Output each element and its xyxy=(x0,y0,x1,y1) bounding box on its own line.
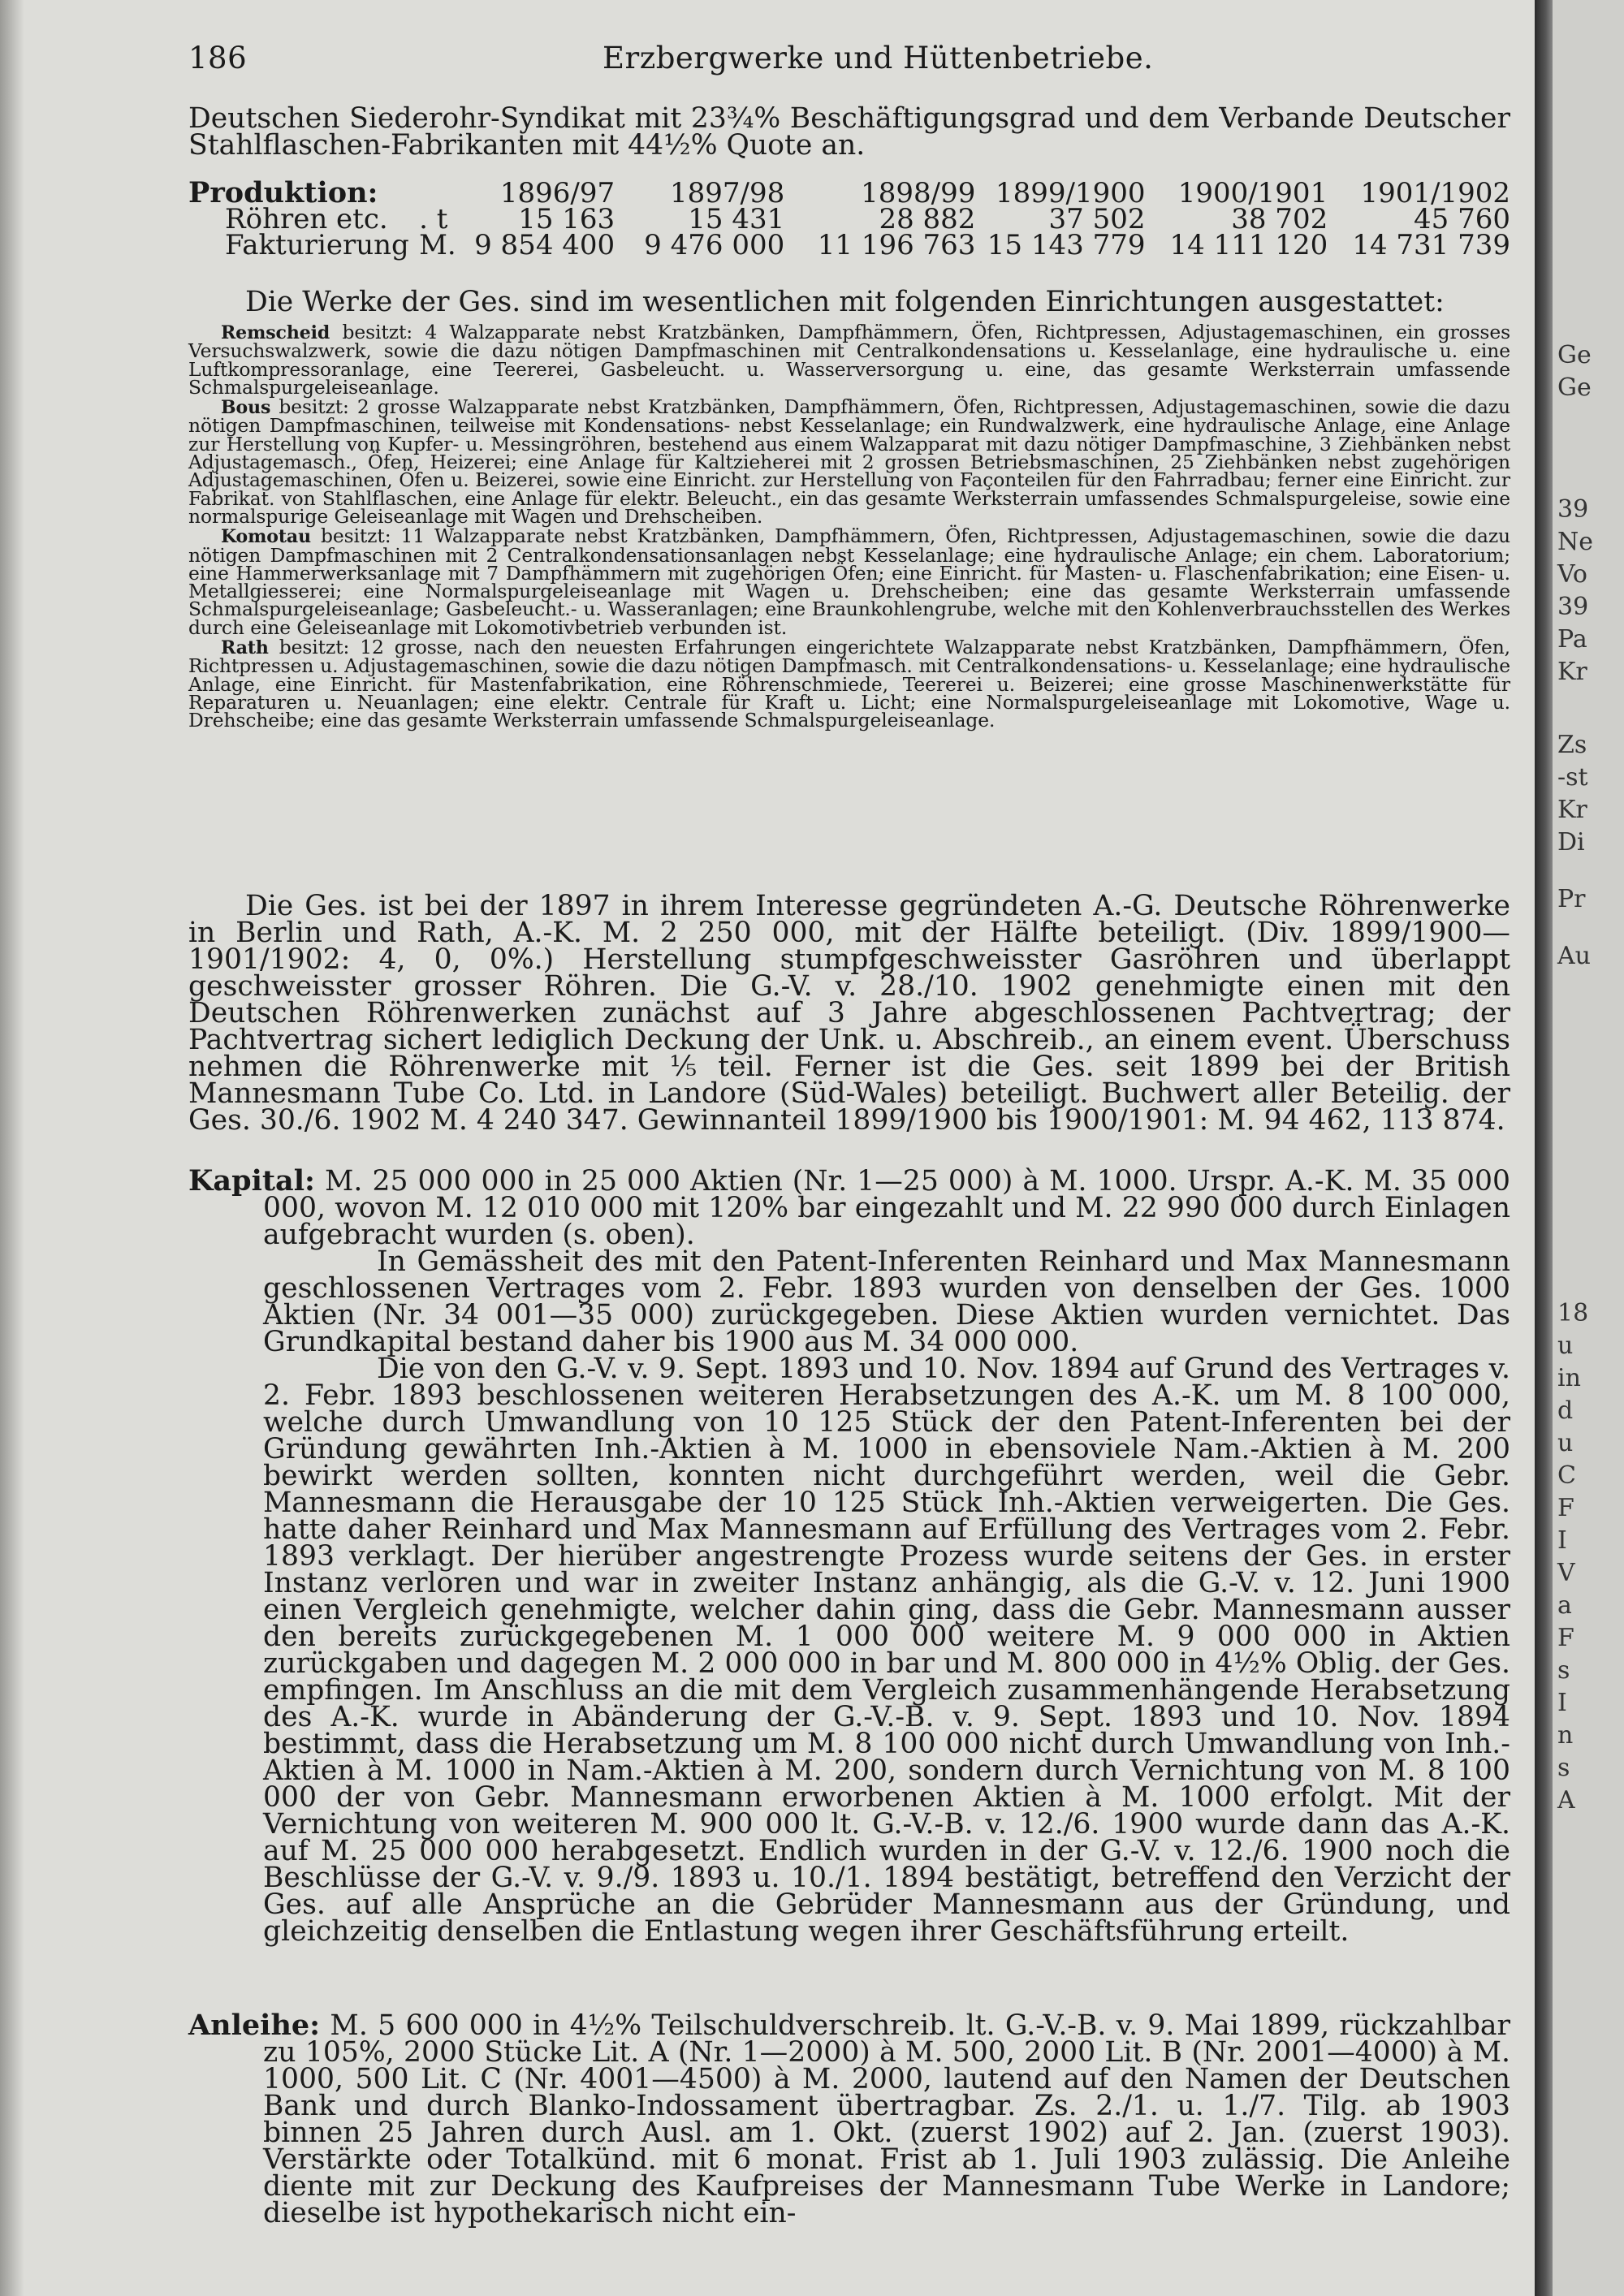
year-cell: 1901/1902 xyxy=(1360,177,1510,209)
capital-label: Kapital: xyxy=(188,1164,315,1198)
value-cell: 28 882 xyxy=(879,203,976,235)
works-list xyxy=(188,323,1510,730)
production-label: Produktion: xyxy=(188,176,378,209)
loan-block xyxy=(188,2009,1510,2229)
facing-page-fragment: F xyxy=(1557,1494,1574,1522)
loan-label: Anleihe: xyxy=(188,2009,321,2042)
value-cell: 37 502 xyxy=(1048,203,1146,235)
capital-paragraph xyxy=(188,1164,1510,1251)
row-label: Röhren etc. xyxy=(225,203,388,235)
facing-page-fragment: s xyxy=(1557,1656,1570,1685)
loan-paragraph xyxy=(188,2009,1510,2229)
facing-page-fragment: Ge xyxy=(1557,341,1592,369)
facing-page-fragment: Kr xyxy=(1557,658,1587,686)
facing-page-fragment: n xyxy=(1557,1721,1574,1750)
facing-page-fragment: I xyxy=(1557,1689,1567,1717)
facing-page-fragment: -st xyxy=(1557,763,1588,792)
works-entry-bous xyxy=(188,395,1510,528)
intro-paragraph: Deutschen Siederohr-Syndikat mit 23¾% Beschäftigungsgrad und dem Verbande Deutscher Stahlflaschen-Fabrikanten mit 44½% Quote an. xyxy=(188,102,1510,162)
value-cell: 45 760 xyxy=(1414,203,1510,235)
facing-page-fragment: u xyxy=(1557,1429,1574,1457)
value-cell: 14 731 739 xyxy=(1352,229,1510,261)
works-name: Komotau xyxy=(221,526,311,548)
works-name: Rath xyxy=(221,637,269,659)
book-spine xyxy=(1535,0,1553,2296)
participation-paragraph: Die Ges. ist bei der 1897 in ihrem Interesse gegründeten A.-G. Deutsche Röhrenwerke in Berlin und Rath, A.-K. M. 2 250 000, mit der Hälfte beteiligt. (Div. 1899/1900—1901/1902: 4, 0, 0%.) Herstellung stumpfgeschweisster Gasröhren und überlappt geschweisster grosser Röhren. Die G.-V. v. 28./10. 1902 genehmigte einen mit den Deutschen Röhrenwerken zunächst auf 3 Jahre abgeschlossenen Pachtvertrag; der Pachtvertrag sichert lediglich Deckung der Unk. u. Abschreib., an einem event. Überschuss nehmen die Röhrenwerke mit ⅕ teil. Ferner ist die Ges. seit 1899 bei der British Mannesmann Tube Co. Ltd. in Landore (Süd-Wales) beteiligt. Buchwert aller Beteilig. der Ges. 30./6. 1902 M. 4 240 347. Gewinnanteil 1899/1900 bis 1900/1901: M. 94 462, 113 874. xyxy=(188,890,1510,1137)
works-entry-remscheid xyxy=(188,321,1510,399)
value-cell: 38 702 xyxy=(1231,203,1328,235)
facing-page-fragment: 18 xyxy=(1557,1299,1589,1327)
capital-block xyxy=(188,1164,1510,1948)
participation-block xyxy=(188,890,1510,1137)
works-text: besitzt: 11 Walzapparate nebst Kratzbänken, Dampfhämmern, Öfen, Richtpressen, Adjustagemaschinen, sowie die dazu nötigen Dampfmaschinen mit 2 Centralkondensationsanlagen nebst Kesselanlage; eine hydraulische Anlage; ein chem. Laboratorium; eine Hammerwerksanlage mit 7 Dampfhämmern mit zugehörigen Öfen; eine Einricht. für Masten- u. Flaschenfabrikation; eine Eisen- u. Metallgiesserei; eine Normalspurgeleiseanlage mit Wagen u. Drehscheiben; eine das gesamte Werksterrain umfassende Schmalspurgeleiseanlage; Gasbeleucht.- u. Wasseranlagen; eine Braunkohlengrube, welche mit den Kohlenverbrauchsstellen des Werkes durch eine Geleiseanlage mit Lokomotivbetrieb verbunden ist. xyxy=(188,524,1511,639)
facing-page-fragment: F xyxy=(1557,1624,1574,1652)
facing-page xyxy=(1553,0,1624,2296)
value-cell: 11 196 763 xyxy=(817,229,976,261)
year-cell: 1898/99 xyxy=(861,177,976,209)
capital-paragraph-2: In Gemässheit des mit den Patent-Inferenten Reinhard und Max Mannesmann geschlossenen Vertrages vom 2. Febr. 1893 wurden von denselben der Ges. 1000 Aktien (Nr. 34 001—35 000) zurückgegeben. Diese Aktien wurden vernichtet. Das Grundkapital bestand daher bis 1900 aus M. 34 000 000. xyxy=(263,1245,1510,1358)
facing-page-fragment: s xyxy=(1557,1754,1570,1782)
works-intro: Die Werke der Ges. sind im wesentlichen mit folgenden Einrichtungen ausgestattet: xyxy=(245,286,1445,318)
facing-page-fragment: Ge xyxy=(1557,373,1592,402)
running-header xyxy=(188,41,1510,81)
loan-text: M. 5 600 000 in 4½% Teilschuldverschreib. lt. G.-V.-B. v. 9. Mai 1899, rückzahlbar zu 105%, 2000 Stücke Lit. A (Nr. 1—2000) à M. 500, 2000 Lit. B (Nr. 2001—4000) à M. 1000, 500 Lit. C (Nr. 4001—4500) à M. 2000, lautend auf den Namen der Deutschen Bank und durch Blanko-Indossament übertragbar. Zs. 2./1. u. 1./7. Tilg. ab 1903 binnen 25 Jahren durch Ausl. am 1. Okt. (zuerst 1902) auf 2. Jan. (zuerst 1903). Verstärkte oder Totalkünd. mit 6 monat. Frist ab 1. Juli 1903 zulässig. Die Anleihe diente mit zur Deckung des Kaufpreises der Mannesmann Tube Werke in Landore; dieselbe ist hypothekarisch nicht ein- xyxy=(263,2009,1510,2229)
value-cell: 15 431 xyxy=(688,203,785,235)
works-text: besitzt: 4 Walzapparate nebst Kratzbänken, Dampfhämmern, Öfen, Richtpressen, Adjustagemaschinen, ein grosses Versuchswalzwerk, sowie die dazu nötigen Dampfmaschinen mit Centralkondensations u. Kesselanlage, eine hydraulische u. eine Luftkompressoranlage, eine Teererei, Gasbeleucht. u. Wasserversorgung u. eine, das gesamte Werksterrain umfassende Schmalspurgeleiseanlage. xyxy=(188,321,1510,399)
table-row xyxy=(188,232,1510,258)
works-text: besitzt: 2 grosse Walzapparate nebst Kratzbänken, Dampfhämmern, Öfen, Richtpressen, Adjustagemaschinen, sowie die dazu nötigen Dampfmaschinen, teilweise mit Kondensations- nebst Kesselanlage; ein Rundwalzwerk, eine hydraulische Anlage, eine Anlage zur Herstellung von Kupfer- u. Messingröhren, bestehend aus einem Walzapparat mit dazu nötiger Dampfmaschine, 3 Ziehbänken nebst Adjustagemasch., Öfen, Heizerei; eine Anlage für Kaltzieherei mit 2 grossen Betriebsmaschinen, 25 Ziehbänken nebst zugehörigen Adjustagemaschinen, Öfen u. Beizerei, sowie eine Einricht. zur Herstellung von Façonteilen für den Fahrradbau; ferner eine Einricht. zur Fabrikat. von Stahlflaschen, eine Anlage für elektr. Beleucht., ein das gesamte Werksterrain umfassendes Schmalspurgeleise, sowie eine normalspurige Geleiseanlage mit Wagen und Drehscheiben. xyxy=(188,395,1510,528)
value-cell: 15 143 779 xyxy=(987,229,1146,261)
works-intro-block xyxy=(188,286,1510,318)
value-cell: 9 476 000 xyxy=(644,229,785,261)
page-number: 186 xyxy=(188,41,248,76)
works-name: Remscheid xyxy=(221,322,330,343)
row-label: Fakturierung xyxy=(225,229,409,261)
capital-text: M. 25 000 000 in 25 000 Aktien (Nr. 1—25 000) à M. 1000. Urspr. A.-K. M. 35 000 000, wovon M. 12 010 000 mit 120% bar eingezahlt und M. 22 990 000 durch Einlagen aufgebracht wurden (s. oben). xyxy=(263,1165,1510,1251)
production-table-block xyxy=(188,176,1510,261)
facing-page-fragment: Pa xyxy=(1557,625,1587,654)
year-cell: 1899/1900 xyxy=(995,177,1146,209)
facing-page-fragment: a xyxy=(1557,1591,1572,1620)
running-title: Erzbergwerke und Hüttenbetriebe. xyxy=(603,41,1154,76)
value-cell: 14 111 120 xyxy=(1169,229,1328,261)
year-cell: 1900/1901 xyxy=(1177,177,1328,209)
works-entry-komotau xyxy=(188,524,1511,639)
works-text: besitzt: 12 grosse, nach den neuesten Erfahrungen eingerichtete Walzapparate nebst Kratzbänken, Dampfhämmern, Öfen, Richtpressen u. Adjustagemaschinen, sowie die dazu nötigen Dampfmasch. mit Centralkondensations- u. Kesselanlage; eine hydraulische Anlage, eine Einricht. für Mastenfabrikation, eine Röhrenschmiede, Teererei u. Beizerei; eine grosse Maschinenwerkstätte für Reparaturen u. Neuanlagen; eine elektr. Centrale für Kraft u. Licht; eine Normalspurgeleiseanlage mit Lokomotive, Wage u. Drehscheibe; eine das gesamte Werksterrain umfassende Schmalspurgeleiseanlage. xyxy=(188,636,1510,732)
facing-page-fragment: V xyxy=(1557,1559,1575,1587)
facing-page-fragment: in xyxy=(1557,1364,1581,1392)
facing-page-fragment: A xyxy=(1557,1786,1575,1815)
intro-block xyxy=(188,102,1510,162)
facing-page-fragment: Di xyxy=(1557,828,1585,857)
value-cell: 9 854 400 xyxy=(474,229,615,261)
production-table xyxy=(188,176,1510,261)
facing-page-fragment: u xyxy=(1557,1331,1574,1360)
facing-page-fragment: Kr xyxy=(1557,796,1587,824)
row-unit: . t xyxy=(419,203,448,235)
works-name: Bous xyxy=(221,397,271,419)
facing-page-fragment: Au xyxy=(1557,942,1591,970)
facing-page-fragment: 39 xyxy=(1557,495,1589,524)
row-unit: M. xyxy=(419,229,456,261)
facing-page-fragment: I xyxy=(1557,1526,1567,1555)
value-cell: 15 163 xyxy=(518,203,615,235)
works-entry-rath xyxy=(188,636,1510,732)
page-left-edge xyxy=(0,0,24,2296)
facing-page-fragment: 39 xyxy=(1557,593,1589,621)
facing-page-fragment: Vo xyxy=(1557,560,1587,589)
year-cell: 1897/98 xyxy=(669,177,785,209)
facing-page-fragment: Zs xyxy=(1557,731,1587,759)
facing-page-fragment: Pr xyxy=(1557,885,1586,913)
facing-page-fragment: C xyxy=(1557,1461,1576,1490)
facing-page-fragment: Ne xyxy=(1557,528,1594,556)
year-cell: 1896/97 xyxy=(499,177,615,209)
facing-page-fragment: d xyxy=(1557,1396,1574,1425)
capital-paragraph-3: Die von den G.-V. v. 9. Sept. 1893 und 10. Nov. 1894 auf Grund des Vertrages v. 2. Febr. 1893 beschlossenen weiteren Herabsetzungen des A.-K. um M. 8 100 000, welche durch Umwandlung von 10 125 Stück der den Patent-Inferenten bei der Gründung gewährten Inh.-Aktien à M. 1000 in ebensoviele Nam.-Aktien à M. 200 bewirkt werden sollten, konnten nicht durchgeführt werden, weil die Gebr. Mannesmann die Herausgabe der 10 125 Stück Inh.-Aktien verweigerten. Die Ges. hatte daher Reinhard und Max Mannesmann auf Erfüllung des Vertrages vom 2. Febr. 1893 verklagt. Der hierüber angestrengte Prozess wurde seitens der Ges. in erster Instanz verloren und war in zweiter Instanz anhängig, als die G.-V. v. 12. Juni 1900 einen Vergleich genehmigte, welcher dahin ging, dass die Gebr. Mannesmann ausser den bereits zurückgegebenen M. 1 000 000 weitere M. 9 000 000 in Aktien zurückgaben und dagegen M. 2 000 000 in bar und M. 800 000 in 4½% Oblig. der Ges. empfingen. Im Anschluss an die mit dem Vergleich zusammenhängende Herabsetzung des A.-K. wurde in Abänderung der G.-V.-B. v. 9. Sept. 1893 und 10. Nov. 1894 bestimmt, dass die Herabsetzung um M. 8 100 000 nicht durch Umwandlung von Inh.-Aktien à M. 1000 in Nam.-Aktien à M. 200, sondern durch Vernichtung von M. 8 100 000 der von Gebr. Mannesmann erworbenen Aktien à M. 1000 erfolgt. Mit der Vernichtung von weiteren M. 900 000 lt. G.-V.-B. v. 12./6. 1900 wurde dann das A.-K. auf M. 25 000 000 herabgesetzt. Endlich wurden in der G.-V. v. 12./6. 1900 noch die Beschlüsse der G.-V. v. 9./9. 1893 u. 10./1. 1894 bestätigt, betreffend den Verzicht der Ges. auf alle Ansprüche an die Gebrüder Mannesmann aus der Gründung, und gleichzeitig denselben die Entlastung wegen ihrer Geschäftsführung erteilt. xyxy=(263,1353,1510,1948)
